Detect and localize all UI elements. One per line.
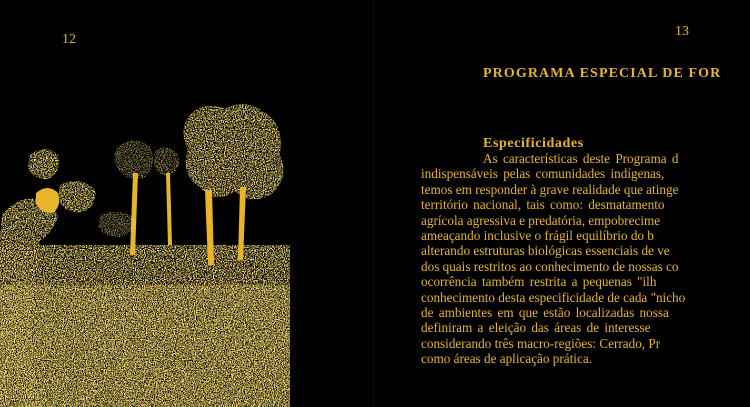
body-paragraph — [421, 151, 750, 367]
body-line: ocorrência também restrita a pequenas "ilh — [421, 274, 657, 290]
page-number-left: 12 — [62, 32, 76, 47]
body-line: dos quais restritos ao conhecimento de nossas co — [421, 258, 679, 274]
body-line: ameaçando inclusive o frágil equilíbrio do b — [421, 228, 654, 244]
body-line: temos em responder à grave realidade que atinge — [421, 181, 679, 197]
body-line: definiram a eleição das áreas de interesse — [421, 320, 651, 336]
body-line: indispensáveis pelas comunidades indígenas, — [421, 166, 665, 182]
body-line: considerando três macro-regiões: Cerrado, Pr — [421, 335, 661, 351]
body-line: território nacional, tais como: desmatamento — [421, 197, 665, 213]
body-line: alterando estruturas biológicas essenciais de ve — [421, 243, 670, 259]
body-line: agrícola agressiva e predatória, empobrecime — [421, 212, 661, 228]
landscape-photo-icon — [0, 95, 290, 407]
body-line: como áreas de aplicação prática. — [421, 351, 592, 367]
right-page — [375, 0, 750, 407]
page-number-right: 13 — [675, 24, 689, 39]
section-subtitle: Especificidades — [483, 136, 584, 151]
body-line: de ambientes em que estão localizadas nossa — [421, 305, 669, 321]
section-title: PROGRAMA ESPECIAL DE FOR — [483, 66, 722, 81]
body-line: As características deste Programa d — [483, 151, 679, 166]
body-line: conhecimento desta especificidade de cada "nicho — [421, 289, 686, 305]
